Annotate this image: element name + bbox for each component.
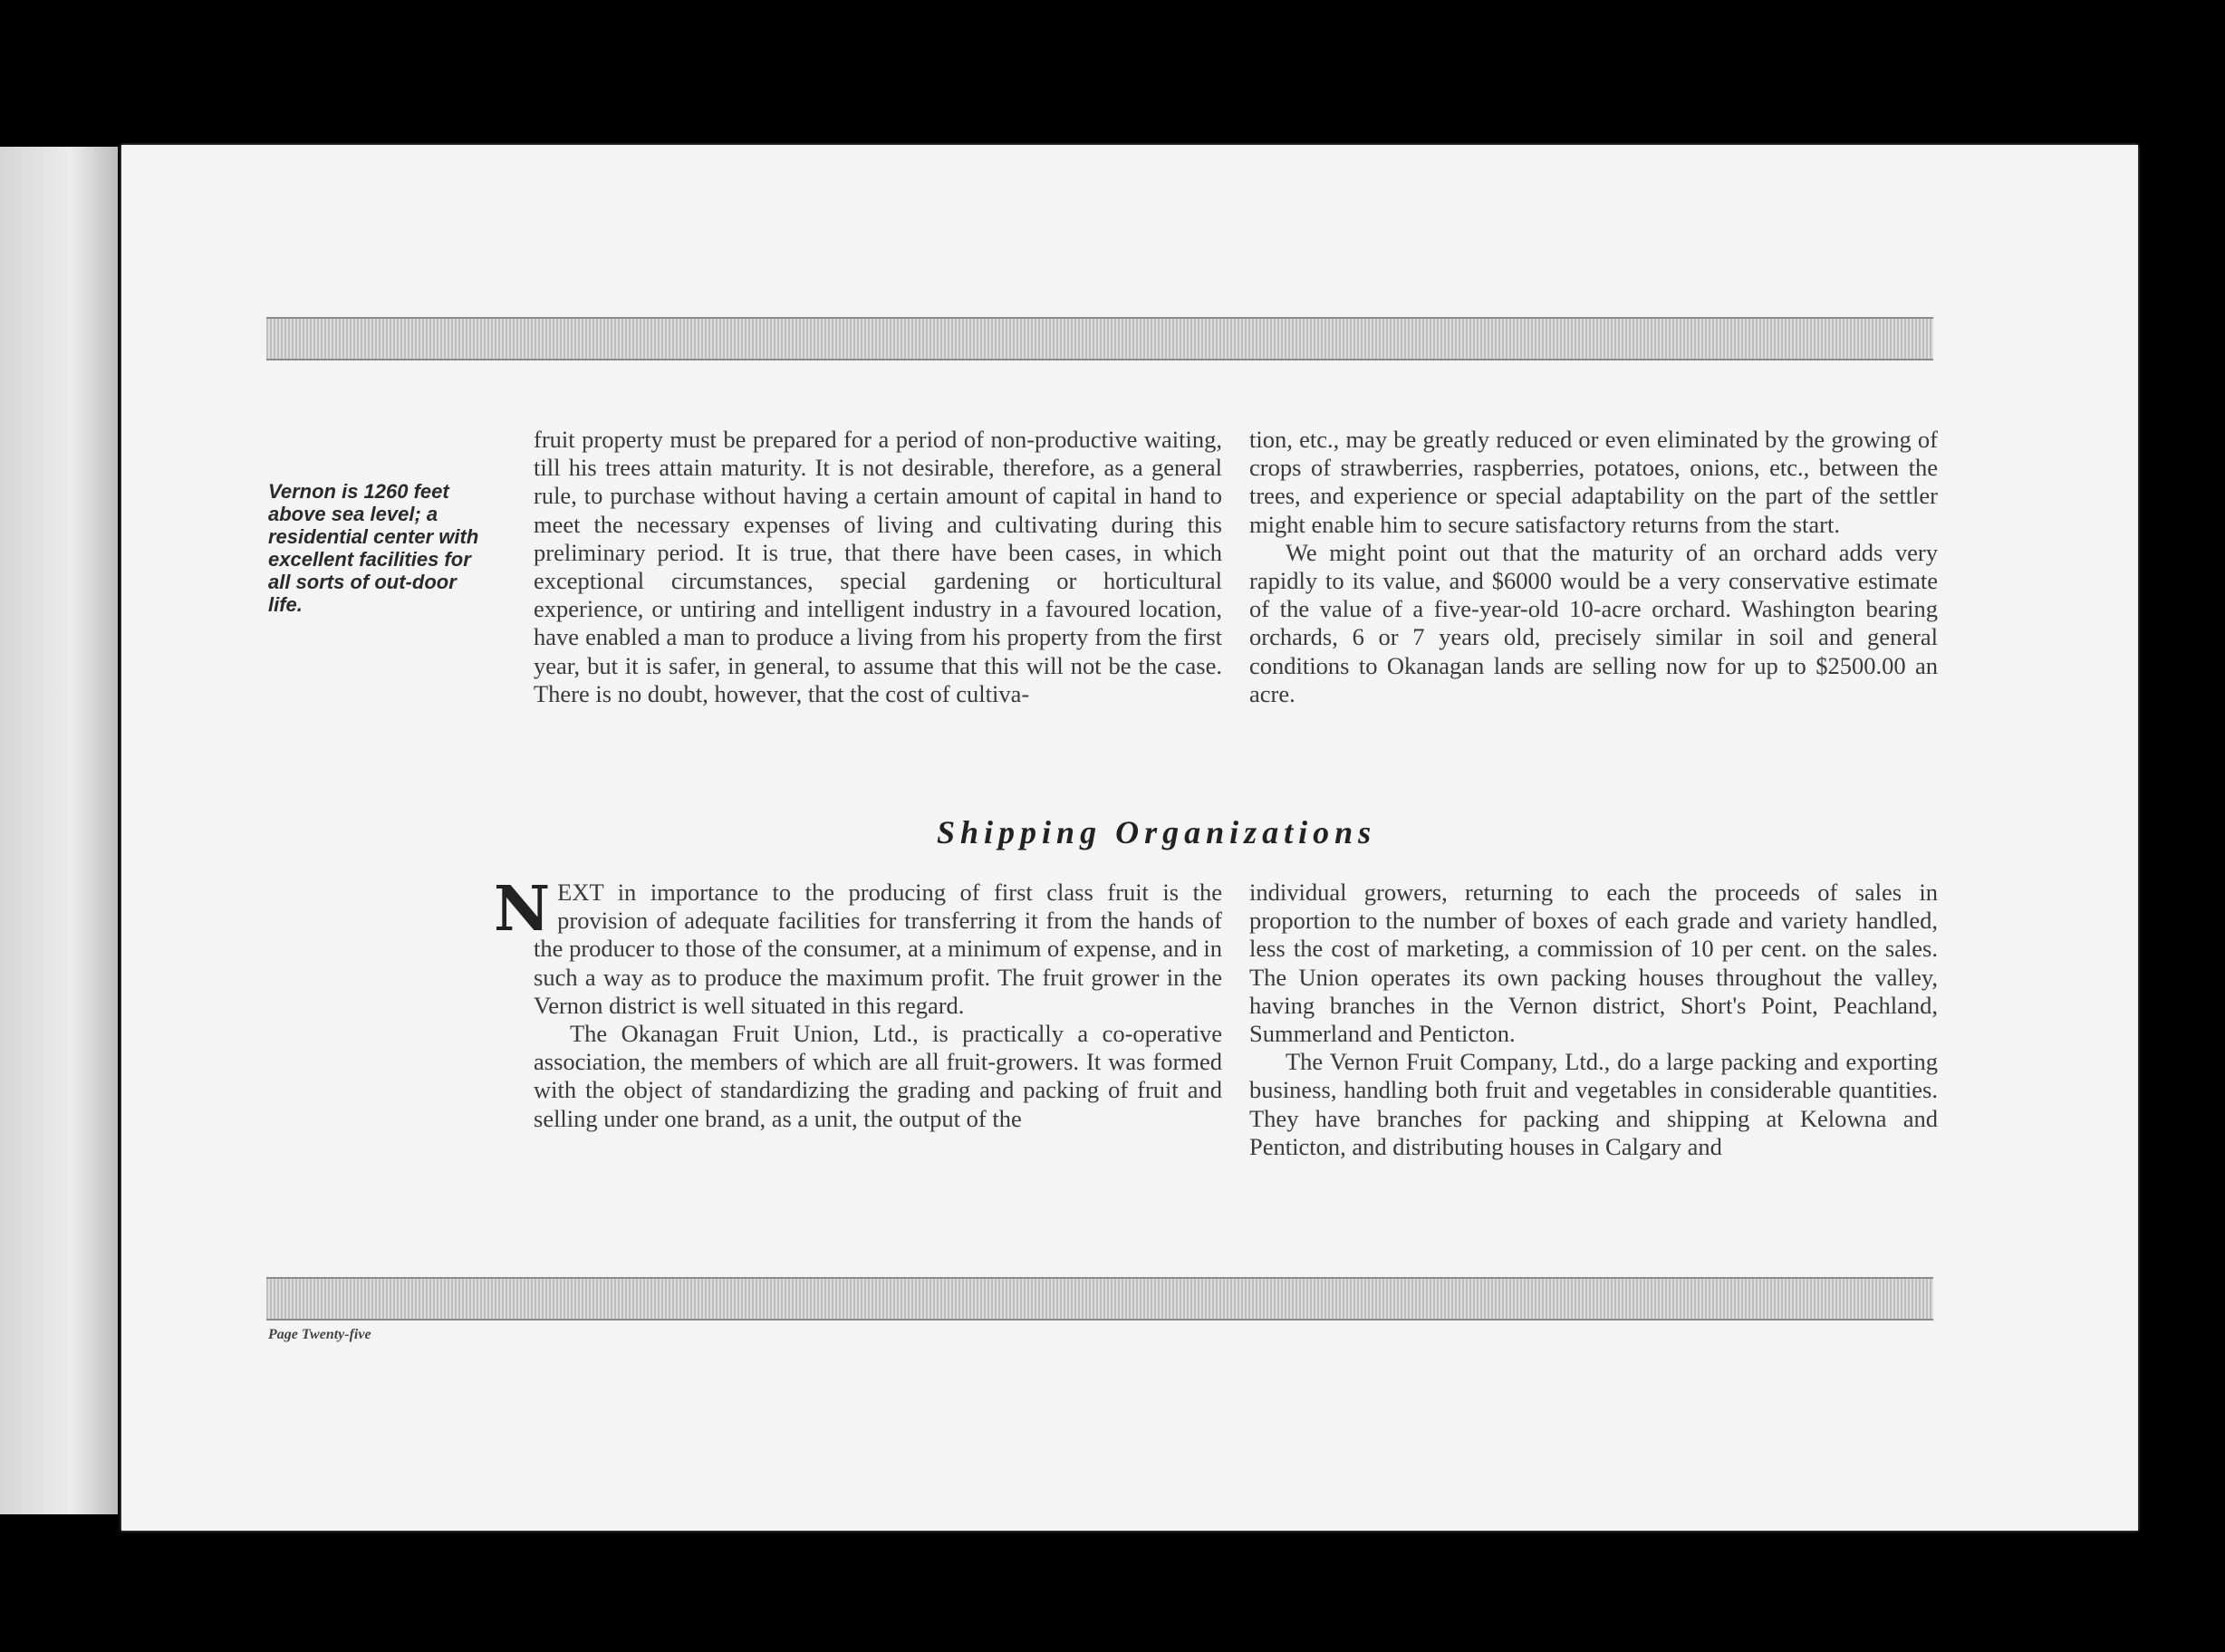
paragraph: We might point out that the maturity of an orchard adds very rapidly to its value, and $6000 would be a very conservative estimate of the value of a five-year-old 10-acre orchard. Washington bearing orchards, 6 or 7 years old, precisely similar in soil and general conditions to Okanagan lands are selling now for up to $2500.00 an acre. [1249, 538, 1938, 707]
paragraph: individual growers, returning to each the proceeds of sales in proportion to the number of boxes of each grade and variety handled, less the cost of marketing, a commission of 10 per cent. on the sales. The Union operates its own packing houses throughout the valley, having branches in the Vernon district, Short's Point, Peachland, Summerland and Penticton. [1249, 879, 1938, 1048]
top-ornamental-rule [266, 317, 1933, 360]
paragraph: tion, etc., may be greatly reduced or even eliminated by the growing of crops of strawberries, raspberries, potatoes, onions, etc., between the trees, and experience or special adaptability on the part of the settler might enable him to secure satisfactory returns from the start. [1249, 426, 1938, 538]
previous-page-edge [0, 147, 118, 1514]
paragraph: The Vernon Fruit Company, Ltd., do a large packing and exporting business, handling both fruit and vegetables in considerable quantities. They have branches for packing and shipping at Kelowna and Penticton, and distributing houses in Calgary and [1249, 1048, 1938, 1160]
top-right-column [1249, 426, 1938, 708]
document-page [121, 145, 2138, 1531]
bottom-left-column [494, 873, 1222, 1133]
drop-cap: N [494, 873, 551, 946]
page-number: Page Twenty-five [268, 1327, 371, 1342]
paragraph [494, 873, 1222, 1020]
paragraph: The Okanagan Fruit Union, Ltd., is practically a co-operative association, the members of which are all fruit-growers. It was formed with the object of standardizing the grading and packing of fruit and selling under one brand, as a unit, the output of the [534, 1020, 1222, 1132]
margin-note: Vernon is 1260 feet above sea level; a residential center with excellent facilities for all sorts of out-door life. [268, 480, 479, 616]
section-heading: Shipping Organizations [937, 814, 1377, 850]
paragraph: fruit property must be prepared for a period of non-productive waiting, till his trees attain maturity. It is not desirable, therefore, as a general rule, to purchase without having a certain amount of capital in hand to meet the necessary expenses of living and cultivating during this preliminary period. It is true, that there have been cases, in which exceptional circumstances, special gardening or horticultural experience, or untiring and intelligent industry in a favoured location, have enabled a man to produce a living from his property from the first year, but it is safer, in general, to assume that this will not be the case. There is no doubt, however, that the cost of cultiva- [534, 426, 1222, 707]
bottom-ornamental-rule [266, 1277, 1933, 1321]
top-left-column [534, 426, 1222, 708]
paragraph-text: EXT in importance to the producing of first class fruit is the provision of adequate facilities for transferring it from the hands of the producer to those of the consumer, at a minimum of expense, and in such a way as to produce the maximum profit. The fruit grower in the Vernon district is well situated in this regard. [534, 879, 1222, 1019]
bottom-right-column [1249, 879, 1938, 1161]
